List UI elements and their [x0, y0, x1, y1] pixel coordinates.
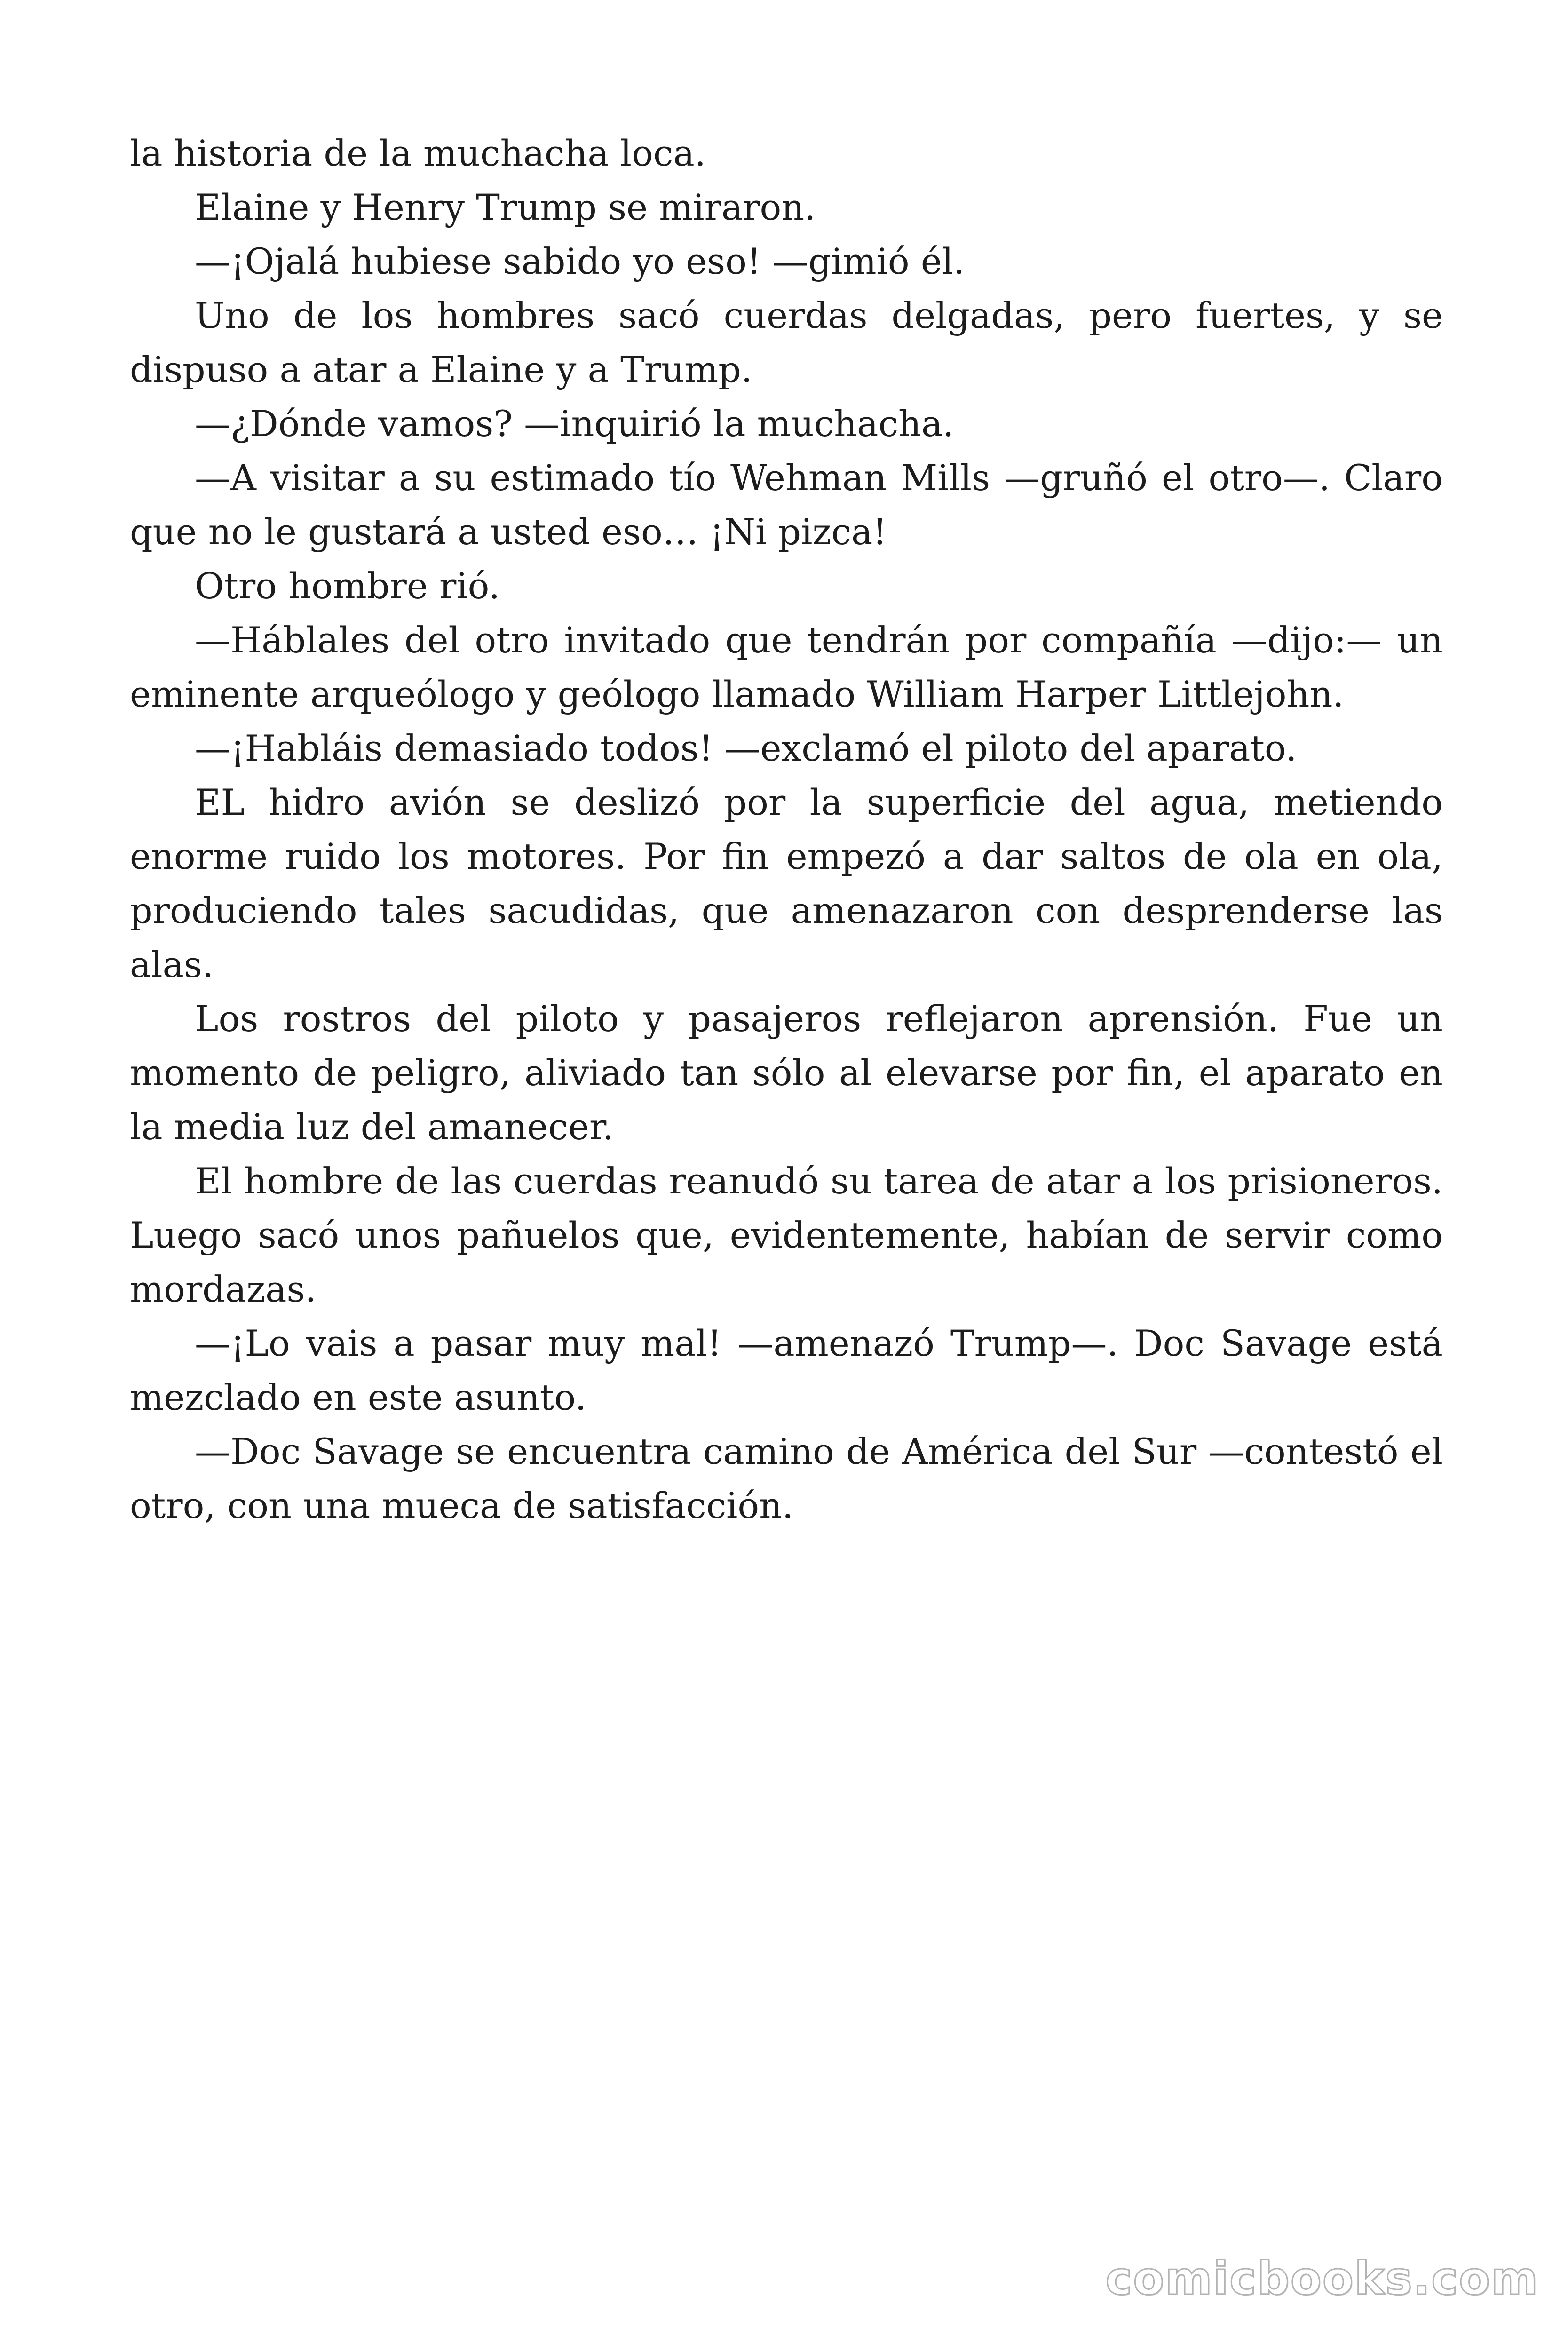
- paragraph-13: —¡Lo vais a pasar muy mal! —amenazó Trump—. Doc Savage está mezclado en este asunto.: [130, 1322, 1443, 1418]
- paragraph-8: —Háblales del otro invitado que tendrán por compañía —dijo:— un eminente arqueólogo y geólogo llamado William Harper Littlejohn.: [130, 619, 1443, 715]
- paragraph-2: Elaine y Henry Trump se miraron.: [195, 186, 816, 228]
- page-text: [130, 126, 1443, 1533]
- paragraph-10: EL hidro avión se deslizó por la superficie del agua, metiendo enorme ruido los motores. Por fin empezó a dar saltos de ola en ola, produciendo tales sacudidas, que amenazaron con desprenderse las alas.: [130, 781, 1443, 985]
- paragraph-7: Otro hombre rió.: [195, 565, 500, 607]
- watermark: comicbooks.com: [1105, 2252, 1539, 2305]
- paragraph-11: Los rostros del piloto y pasajeros reflejaron aprensión. Fue un momento de peligro, aliviado tan sólo al elevarse por fin, el aparato en la media luz del amanecer.: [130, 998, 1443, 1148]
- paragraph-12: El hombre de las cuerdas reanudó su tarea de atar a los prisioneros. Luego sacó unos pañuelos que, evidentemente, habían de servir como mordazas.: [130, 1160, 1443, 1310]
- paragraph-1: la historia de la muchacha loca.: [130, 132, 706, 174]
- paragraph-9: —¡Habláis demasiado todos! —exclamó el piloto del aparato.: [195, 727, 1297, 769]
- paragraph-14: —Doc Savage se encuentra camino de América del Sur —contestó el otro, con una mueca de satisfacción.: [130, 1430, 1443, 1526]
- paragraph-3: —¡Ojalá hubiese sabido yo eso! —gimió él.: [195, 240, 965, 282]
- paragraph-4: Uno de los hombres sacó cuerdas delgadas, pero fuertes, y se dispuso a atar a Elaine y a Trump.: [130, 294, 1443, 390]
- paragraph-5: —¿Dónde vamos? —inquirió la muchacha.: [195, 403, 954, 445]
- paragraph-6: —A visitar a su estimado tío Wehman Mills —gruñó el otro—. Claro que no le gustará a usted eso… ¡Ni pizca!: [130, 457, 1443, 553]
